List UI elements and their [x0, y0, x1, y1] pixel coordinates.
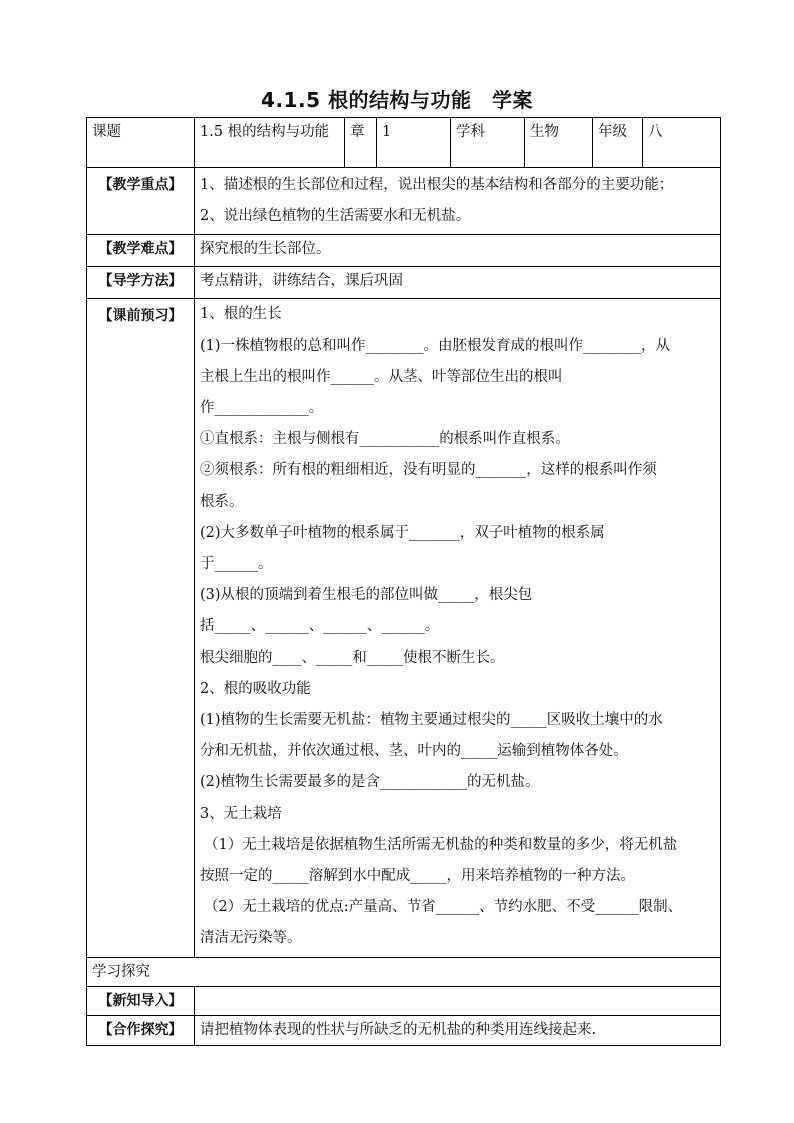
preview-line: 2、根的吸收功能	[200, 680, 311, 697]
preview-line: (2)大多数单子叶植物的根系属于_______，双子叶植物的根系属	[200, 524, 605, 541]
difficulty-row	[87, 235, 721, 267]
subject-label: 学科	[451, 118, 525, 168]
chapter-value: 1	[377, 118, 451, 168]
preview-line: 根系。	[200, 493, 244, 510]
grade-label: 年级	[593, 118, 643, 168]
difficulty-text: 探究根的生长部位。	[195, 235, 721, 267]
cooperate-row	[87, 1015, 721, 1045]
grade-value: 八	[643, 118, 721, 168]
method-row	[87, 267, 721, 299]
preview-line: ①直根系：主根与侧根有___________的根系叫作直根系。	[200, 431, 570, 448]
new-intro-label: 【新知导入】	[87, 986, 195, 1015]
key-point-line: 2、说出绿色植物的生活需要水和无机盐。	[200, 208, 471, 225]
method-text: 考点精讲，讲练结合，课后巩固	[195, 267, 721, 299]
header-row	[87, 118, 721, 168]
key-points-row	[87, 168, 721, 235]
preview-row	[87, 299, 721, 957]
page-title: 4.1.5 根的结构与功能 学案	[261, 88, 533, 112]
lesson-plan-table	[86, 117, 721, 1046]
preview-line: 主根上生出的根叫作______。从茎、叶等部位生出的根叫	[200, 368, 563, 385]
preview-line: (1)植物的生长需要无机盐：植物主要通过根尖的_____区吸收土壤中的水	[200, 712, 663, 729]
explore-label: 学习探究	[87, 957, 721, 986]
preview-content	[195, 299, 721, 957]
preview-label: 【课前预习】	[87, 299, 195, 957]
key-points-content	[195, 168, 721, 235]
cooperate-text: 请把植物体表现的性状与所缺乏的无机盐的种类用连线接起来.	[195, 1015, 721, 1045]
preview-line: 分和无机盐，并依次通过根、茎、叶内的_____运输到植物体各处。	[200, 743, 628, 760]
preview-line: （1）无土栽培是依据植物生活所需无机盐的种类和数量的多少，将无机盐	[204, 836, 678, 853]
topic-label: 课题	[87, 118, 195, 168]
new-intro-row	[87, 986, 721, 1015]
preview-line: 括_____、______、______、______。	[200, 618, 440, 635]
preview-line: 根尖细胞的____、_____和_____使根不断生长。	[200, 649, 505, 666]
cooperate-label: 【合作探究】	[87, 1015, 195, 1045]
subject-value: 生物	[525, 118, 593, 168]
preview-line: ②须根系：所有根的粗细相近，没有明显的_______，这样的根系叫作须	[200, 462, 657, 479]
preview-line: (1)一株植物根的总和叫作________。由胚根发育成的根叫作________，从	[200, 337, 671, 354]
preview-line: 作_____________。	[200, 400, 324, 417]
preview-line: 清洁无污染等。	[200, 930, 302, 947]
new-intro-text	[195, 986, 721, 1015]
explore-row	[87, 957, 721, 986]
method-label: 【导学方法】	[87, 267, 195, 299]
preview-line: （2）无土栽培的优点:产量高、节省______、节约水肥、不受______限制、	[204, 899, 683, 916]
difficulty-label: 【教学难点】	[87, 235, 195, 267]
preview-line: (2)植物生长需要最多的是含____________的无机盐。	[200, 774, 540, 791]
preview-line: (3)从根的顶端到着生根毛的部位叫做_____，根尖包	[200, 587, 533, 604]
preview-line: 3、无土栽培	[200, 805, 282, 822]
topic-value: 1.5 根的结构与功能	[195, 118, 345, 168]
preview-line: 1、根的生长	[200, 306, 282, 323]
key-point-line: 1、描述根的生长部位和过程，说出根尖的基本结构和各部分的主要功能；	[200, 177, 674, 193]
preview-line: 于______。	[200, 556, 273, 573]
key-points-label: 【教学重点】	[87, 168, 195, 235]
chapter-label: 章	[345, 118, 377, 168]
preview-line: 按照一定的_____溶解到水中配成_____，用来培养植物的一种方法。	[200, 868, 635, 885]
